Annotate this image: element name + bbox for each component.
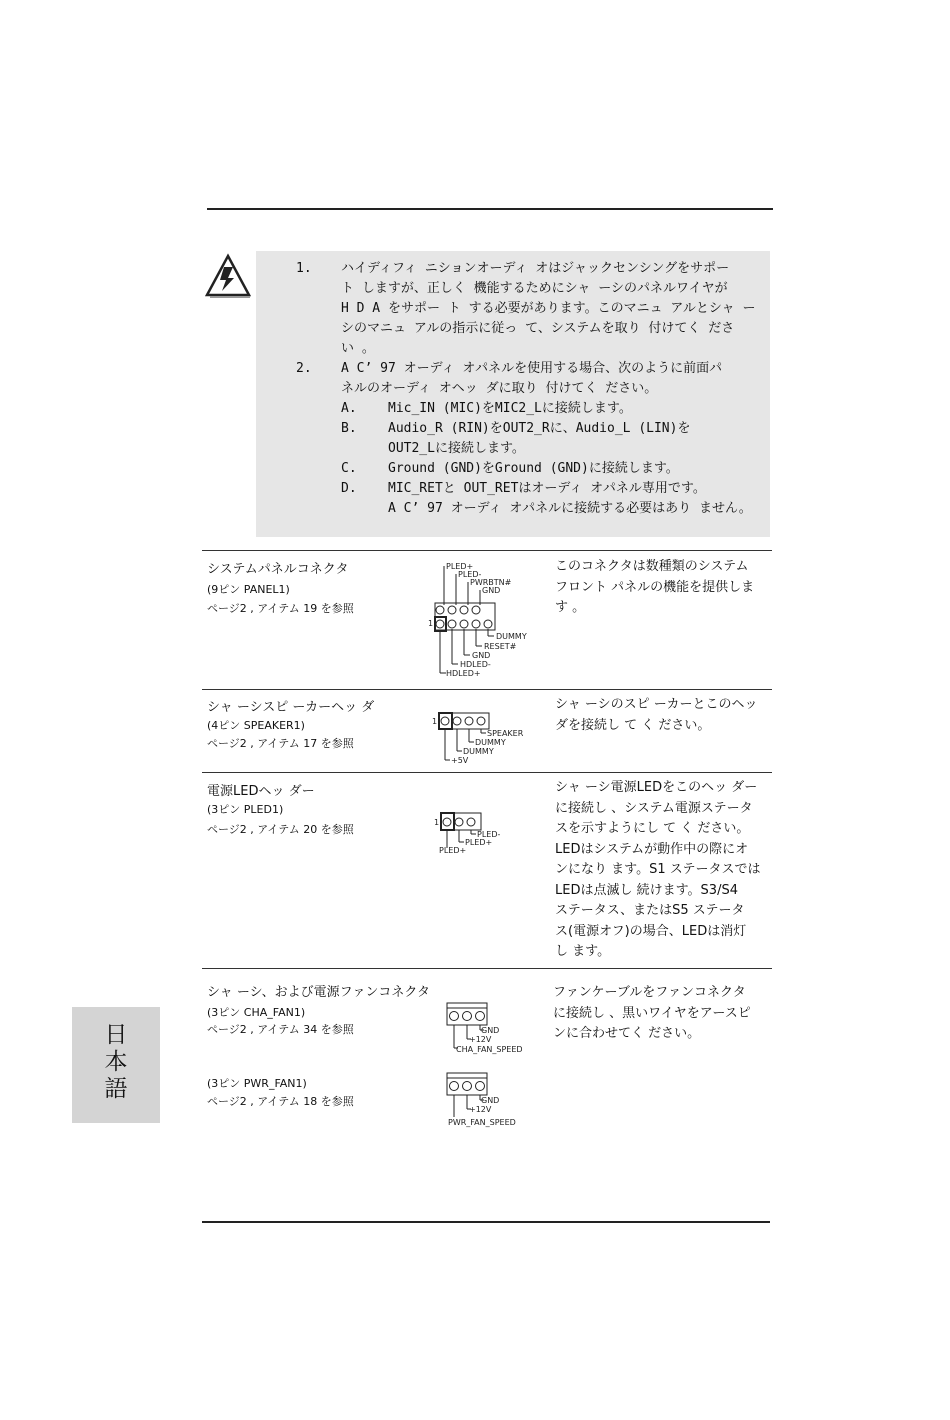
note-line: Ground (GND)をGround (GND)に接続します。 bbox=[388, 461, 679, 476]
pin-label: DUMMY bbox=[463, 747, 494, 756]
pin-label: GND bbox=[482, 586, 501, 595]
note-line: ト しますが、正しく 機能するためにシャ ーシのパネルワイヤが bbox=[341, 281, 728, 296]
speaker-header-diagram bbox=[432, 710, 528, 768]
pin-label: CHA_FAN_SPEED bbox=[456, 1045, 523, 1054]
pin-label: HDLED- bbox=[460, 660, 491, 669]
note-line: ネルのオーディ オヘッ ダに取り 付けてく ださい。 bbox=[341, 381, 658, 396]
pin-label: DUMMY bbox=[475, 738, 506, 747]
speaker-pins: (4ピン SPEAKER1) bbox=[207, 719, 305, 732]
section-divider bbox=[202, 968, 772, 969]
pin-label: GND bbox=[481, 1026, 500, 1035]
pin-label: SPEAKER bbox=[487, 729, 524, 738]
pin-label: DUMMY bbox=[496, 632, 527, 641]
note-line: シのマニュ アルの指示に従っ て、システムを取り 付けてく ださ bbox=[341, 321, 735, 336]
note-line: MIC_RETと OUT_RETはオーディ オパネル専用です。 bbox=[388, 481, 706, 496]
pin-one-label: 1 bbox=[434, 818, 440, 827]
note-letter-a: A. bbox=[341, 401, 357, 416]
pin-label: GND bbox=[481, 1096, 500, 1105]
top-rule bbox=[207, 208, 773, 210]
pled-ref: ページ2 , アイテム 20 を参照 bbox=[207, 823, 354, 836]
note-line: い 。 bbox=[341, 341, 375, 356]
note-line: H D A をサポー ト する必要があります。このマニュ アルとシャ ー bbox=[341, 301, 756, 316]
pled-description: シャ ーシ電源LEDをこのヘッ ダー に接続し 、システム電源ステータ スを示すようにし て く ださい。 LEDはシステムが動作中の際にオ ンになり ます。S1 ステータスでは LEDは点滅し 続けます。S3/S4 ステータス、またはS5 ステータ ス(電源オフ)の場合、LEDは消灯 し ます。 bbox=[555, 780, 761, 959]
note-line: Mic_IN (MIC)をMIC2_Lに接続します。 bbox=[388, 401, 632, 416]
pwr-fan-ref: ページ2 , アイテム 18 を参照 bbox=[207, 1095, 354, 1108]
pin-label: HDLED+ bbox=[446, 669, 481, 678]
pin-label: GND bbox=[472, 651, 491, 660]
pin-label: +5V bbox=[451, 756, 469, 765]
pin-label: PLED- bbox=[458, 570, 482, 579]
fan-description: ファンケーブルをファンコネクタ に接続し 、黒いワイヤをアースピ ンに合わせてく ださい。 bbox=[553, 985, 751, 1041]
panel-header-diagram bbox=[428, 560, 534, 682]
pin-one-label: 1 bbox=[428, 619, 434, 628]
language-tab-label: 日本語 bbox=[104, 1022, 128, 1102]
note-letter-b: B. bbox=[341, 421, 357, 436]
section-divider bbox=[202, 772, 772, 773]
note-line: A C’ 97 オーディ オパネルに接続する必要はあり ません。 bbox=[388, 501, 752, 516]
pwr-fan-diagram bbox=[443, 1070, 527, 1128]
panel-title: システムパネルコネクタ bbox=[207, 562, 349, 577]
warning-lightning-icon bbox=[204, 253, 252, 299]
pin-label: PWRBTN# bbox=[470, 578, 512, 587]
speaker-title: シャ ーシスピ ーカーヘッ ダ bbox=[207, 700, 375, 715]
speaker-ref: ページ2 , アイテム 17 を参照 bbox=[207, 737, 354, 750]
note-line: Audio_R (RIN)をOUT2_Rに、Audio_L (LIN)を bbox=[388, 421, 691, 436]
pin-label: PLED+ bbox=[439, 846, 467, 855]
section-divider bbox=[202, 689, 772, 690]
note-letter-c: C. bbox=[341, 461, 357, 476]
bottom-rule bbox=[202, 1221, 770, 1223]
panel-description: このコネクタは数種類のシステム フロント パネルの機能を提供しま す 。 bbox=[555, 559, 755, 615]
pled-title: 電源LEDヘッ ダー bbox=[207, 784, 315, 799]
fan-title: シャ ーシ、および電源ファンコネクタ bbox=[207, 985, 431, 1000]
note-letter-d: D. bbox=[341, 481, 357, 496]
speaker-description: シャ ーシのスピ ーカーとこのヘッ ダを接続し て く ださい。 bbox=[555, 697, 758, 733]
note-number-1: 1. bbox=[296, 261, 312, 276]
pin-label: PLED- bbox=[477, 830, 501, 839]
panel-ref: ページ2 , アイテム 19 を参照 bbox=[207, 602, 354, 615]
pled-pins: (3ピン PLED1) bbox=[207, 803, 284, 816]
pin-label: PLED+ bbox=[465, 838, 493, 847]
note-number-2: 2. bbox=[296, 361, 312, 376]
pin-label: +12V bbox=[469, 1035, 492, 1044]
pin-label: RESET# bbox=[484, 642, 517, 651]
note-line: OUT2_Lに接続します。 bbox=[388, 441, 525, 456]
pin-label: +12V bbox=[469, 1105, 492, 1114]
section-divider bbox=[202, 550, 772, 551]
pwr-fan-pins: (3ピン PWR_FAN1) bbox=[207, 1077, 307, 1090]
note-line: ハイディフィ ニションオーディ オはジャックセンシングをサポー bbox=[341, 261, 730, 276]
cha-fan-pins: (3ピン CHA_FAN1) bbox=[207, 1006, 306, 1019]
pin-one-label: 1 bbox=[432, 717, 438, 726]
pin-label: PWR_FAN_SPEED bbox=[448, 1118, 516, 1127]
note-line: A C’ 97 オーディ オパネルを使用する場合、次のように前面パ bbox=[341, 361, 723, 376]
panel-pins: (9ピン PANEL1) bbox=[207, 583, 290, 596]
pled-header-diagram bbox=[432, 810, 502, 858]
cha-fan-diagram bbox=[443, 1000, 527, 1058]
pin-label: PLED+ bbox=[446, 562, 474, 571]
cha-fan-ref: ページ2 , アイテム 34 を参照 bbox=[207, 1023, 354, 1036]
